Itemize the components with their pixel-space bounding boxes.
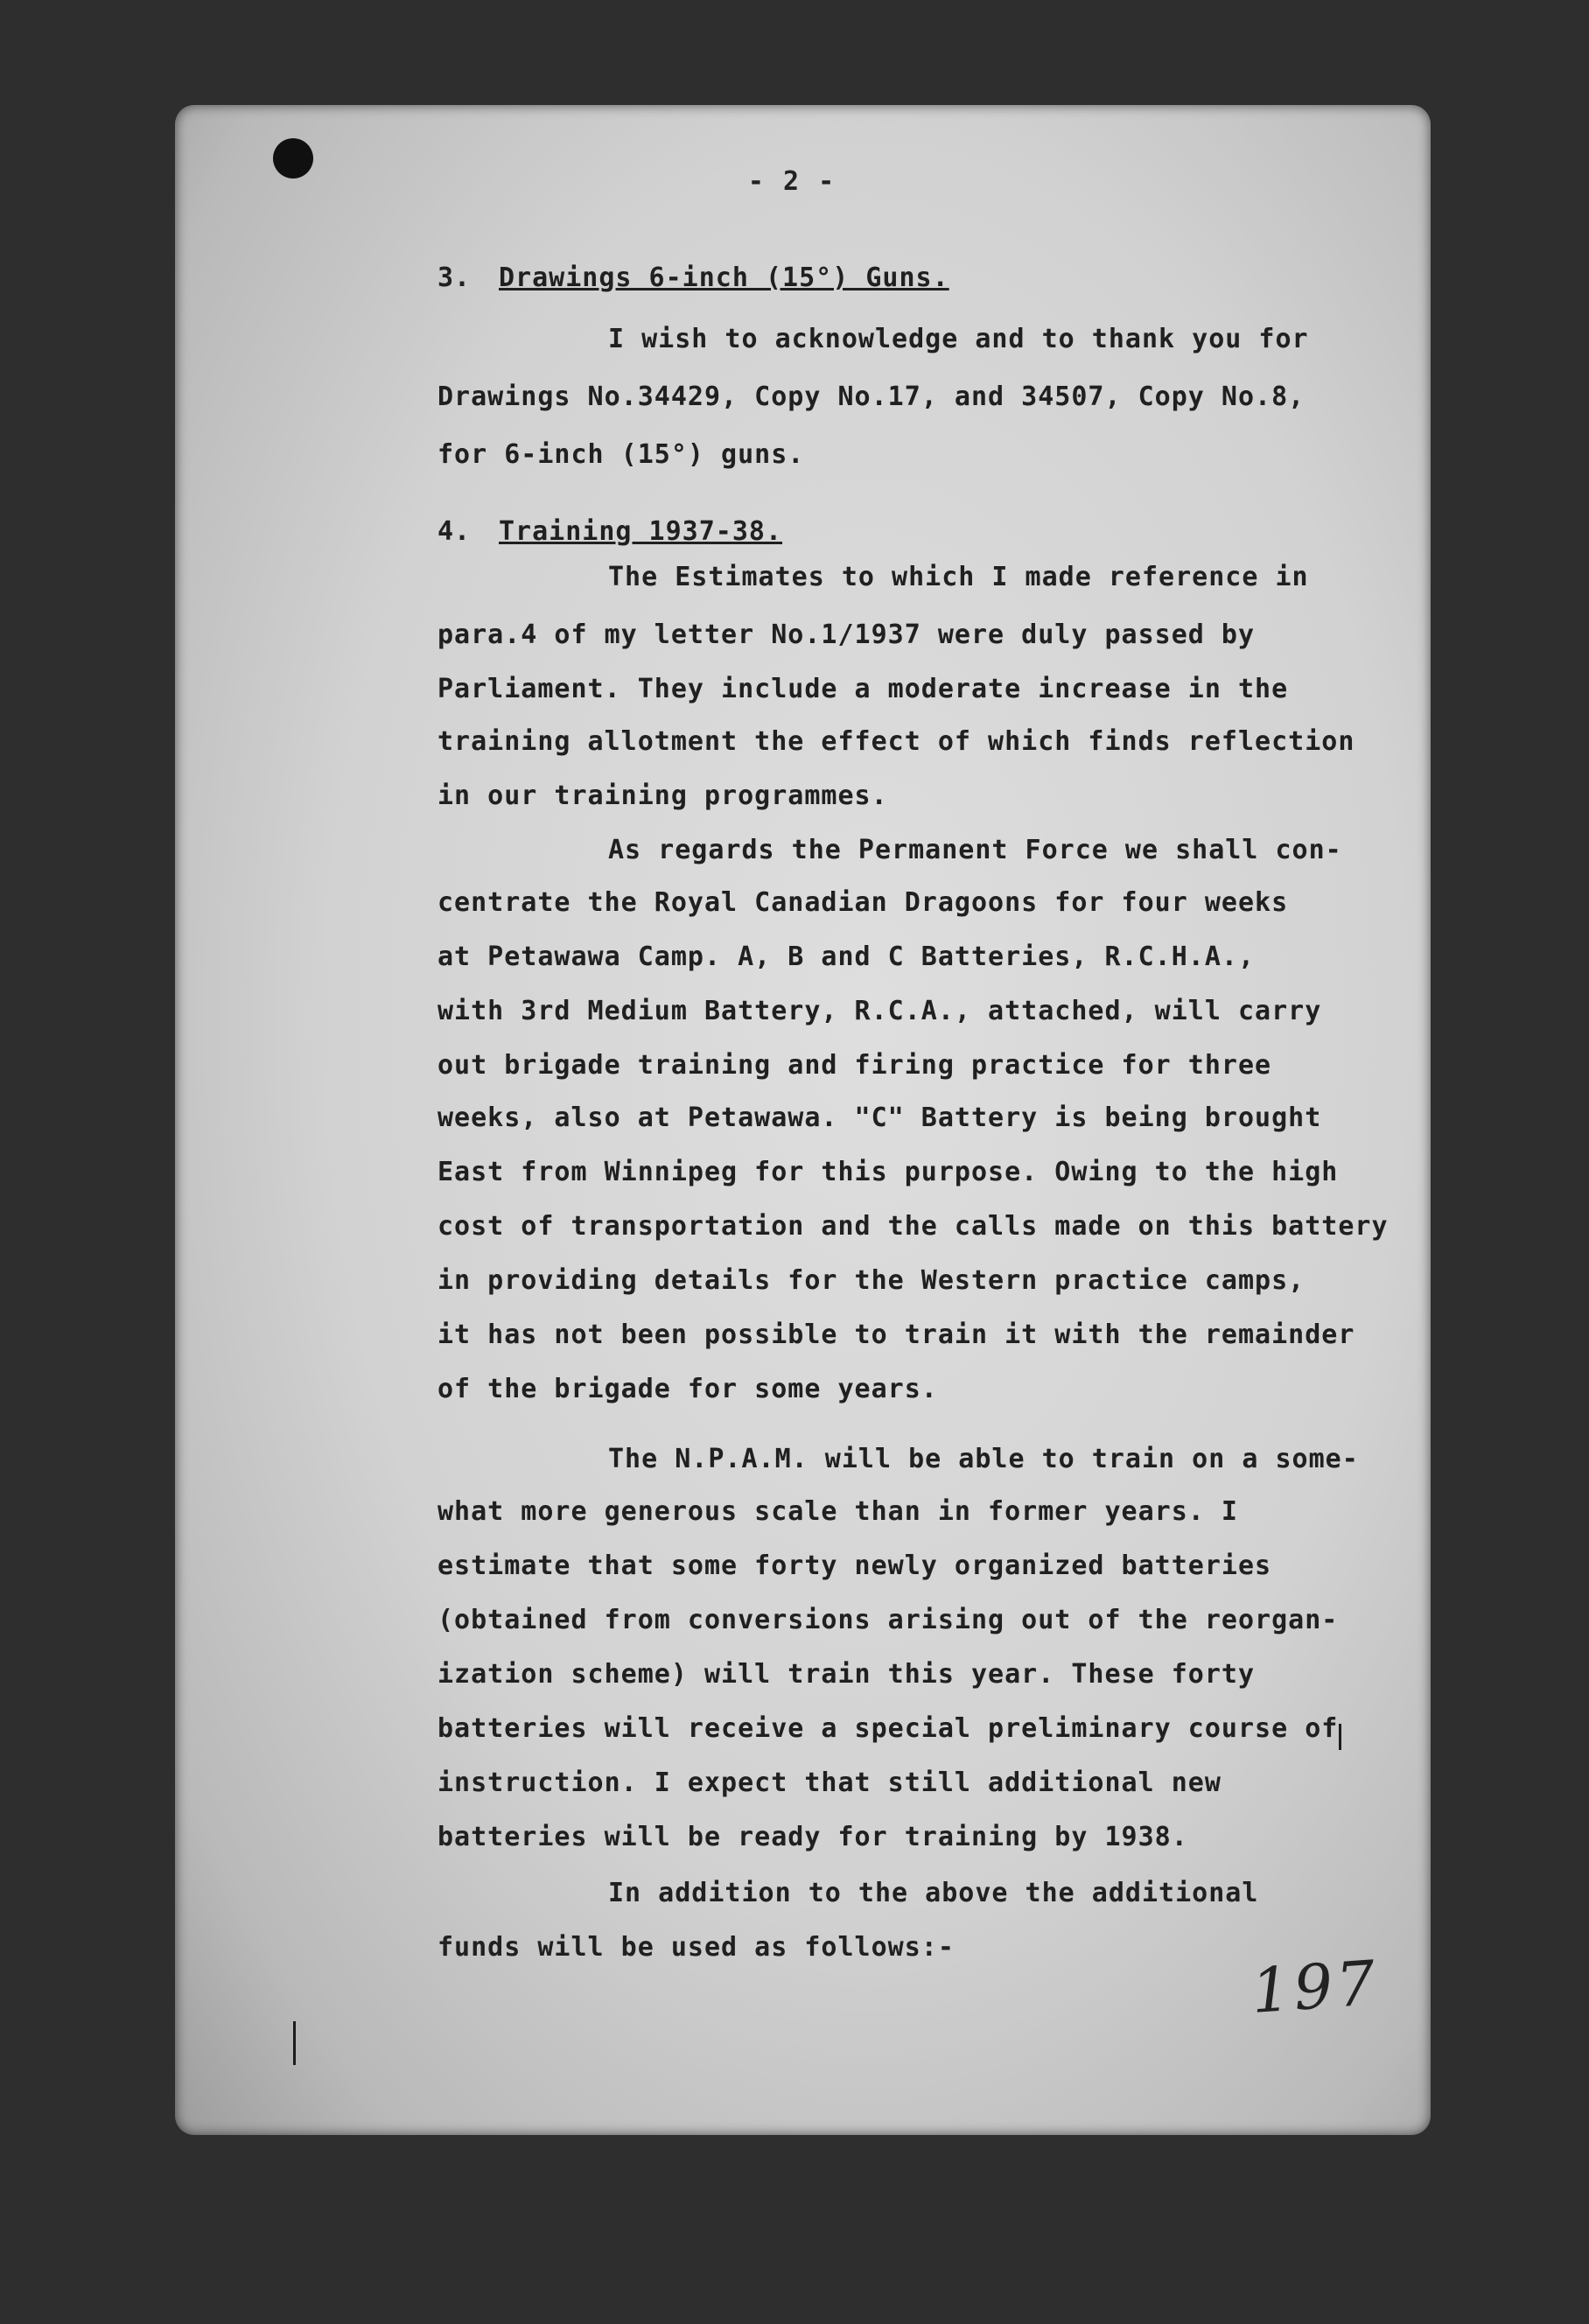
section-4-line-18: what more generous scale than in former years. I bbox=[438, 1496, 1238, 1527]
section-4-number: 4. bbox=[438, 516, 472, 547]
section-4-line-17: The N.P.A.M. will be able to train on a some- bbox=[608, 1444, 1359, 1474]
section-4-line-21: ization scheme) will train this year. These forty bbox=[438, 1659, 1256, 1690]
section-4-line-20: (obtained from conversions arising out of the reorgan- bbox=[438, 1605, 1339, 1635]
section-4-line-16: of the brigade for some years. bbox=[438, 1374, 938, 1404]
section-4-line-2: para.4 of my letter No.1/1937 were duly passed by bbox=[438, 620, 1256, 650]
section-4-line-23: instruction. I expect that still additional new bbox=[438, 1768, 1222, 1798]
section-3-line-1: I wish to acknowledge and to thank you for bbox=[608, 324, 1309, 354]
section-3-heading-line bbox=[438, 262, 949, 293]
section-4-line-19: estimate that some forty newly organized batteries bbox=[438, 1550, 1272, 1581]
section-4-line-7: centrate the Royal Canadian Dragoons for four weeks bbox=[438, 887, 1289, 918]
section-3-line-3: for 6-inch (15°) guns. bbox=[438, 439, 805, 470]
scan-artifact-mark bbox=[293, 2021, 296, 2065]
section-4-line-1: The Estimates to which I made reference in bbox=[608, 562, 1309, 592]
section-4-line-26: funds will be used as follows:- bbox=[438, 1932, 955, 1963]
document-page bbox=[175, 105, 1431, 2135]
section-4-line-13: cost of transportation and the calls made on this battery bbox=[438, 1211, 1389, 1242]
section-3-heading: Drawings 6-inch (15°) Guns. bbox=[499, 262, 949, 293]
section-4-line-3: Parliament. They include a moderate increase in the bbox=[438, 674, 1289, 704]
scan-artifact-mark bbox=[1339, 1724, 1341, 1750]
section-4-line-22: batteries will receive a special preliminary course of bbox=[438, 1713, 1339, 1744]
section-4-line-4: training allotment the effect of which finds reflection bbox=[438, 726, 1355, 757]
section-4-heading-line bbox=[438, 516, 782, 547]
section-4-line-14: in providing details for the Western practice camps, bbox=[438, 1265, 1306, 1296]
section-4-line-15: it has not been possible to train it with the remainder bbox=[438, 1320, 1355, 1350]
punch-hole bbox=[273, 138, 313, 178]
section-3-number: 3. bbox=[438, 262, 472, 293]
section-4-line-24: batteries will be ready for training by 1938. bbox=[438, 1822, 1188, 1852]
section-4-line-8: at Petawawa Camp. A, B and C Batteries, R.C.H.A., bbox=[438, 942, 1256, 972]
section-4-line-12: East from Winnipeg for this purpose. Owing to the high bbox=[438, 1157, 1339, 1187]
section-4-line-25: In addition to the above the additional bbox=[608, 1878, 1259, 1908]
page-number: - 2 - bbox=[747, 166, 836, 197]
section-4-heading: Training 1937-38. bbox=[499, 516, 783, 547]
section-4-line-11: weeks, also at Petawawa. "C" Battery is being brought bbox=[438, 1102, 1322, 1133]
section-4-line-6: As regards the Permanent Force we shall con- bbox=[608, 835, 1342, 865]
section-4-line-5: in our training programmes. bbox=[438, 780, 888, 811]
section-4-line-10: out brigade training and firing practice for three bbox=[438, 1050, 1272, 1081]
handwritten-page-number: 197 bbox=[1249, 1947, 1382, 2027]
section-3-line-2: Drawings No.34429, Copy No.17, and 34507, Copy No.8, bbox=[438, 382, 1306, 412]
section-4-line-9: with 3rd Medium Battery, R.C.A., attached, will carry bbox=[438, 996, 1322, 1026]
